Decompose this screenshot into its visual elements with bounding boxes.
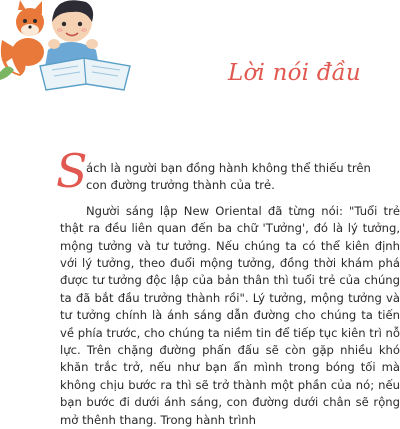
intro-paragraph	[60, 160, 400, 195]
body-text	[60, 160, 400, 429]
fox-body	[12, 38, 44, 66]
intro-line-2: con đường trưởng thành của trẻ.	[86, 178, 275, 193]
drop-cap: S	[56, 144, 88, 198]
page-title: Lời nói đầu	[228, 60, 361, 86]
intro-line-1: ách là người bạn đồng hành không thể thiếu trên	[86, 161, 371, 175]
body-paragraph-text: Người sáng lập New Oriental đã từng nói: "Tuổi trẻ thật ra đều liên quan đến ba chữ 'Tưởng', đó là lý tưởng, mộng tưởng và tư tưởng. Nếu chúng ta có thể kiên định với lý tưởng, theo đuổi mộng tưởng, đồng thời khám phá được tư tưởng độc lập của bản thân thì tuổi trẻ của chúng ta đã bắt đầu trưởng thành rồi". Lý tưởng, mộng tưởng và tư tưởng chính là ánh sáng dẫn đường cho chúng ta tiến về phía trước, cho chúng ta niềm tin để tiếp tục kiên trì nỗ lực. Trên chặng đường phấn đấu sẽ còn gặp nhiều khó khăn trắc trở, nếu như bạn ẩn mình trong bóng tối mà không chịu bước ra thì sẽ trở thành một phần của nó; nếu bạn bước đi dưới ánh sáng, con đường dưới chân sẽ rộng mở thênh thang. Trong hành trình	[60, 203, 400, 427]
body-paragraph	[60, 203, 400, 429]
children-reading-illustration	[0, 0, 140, 90]
